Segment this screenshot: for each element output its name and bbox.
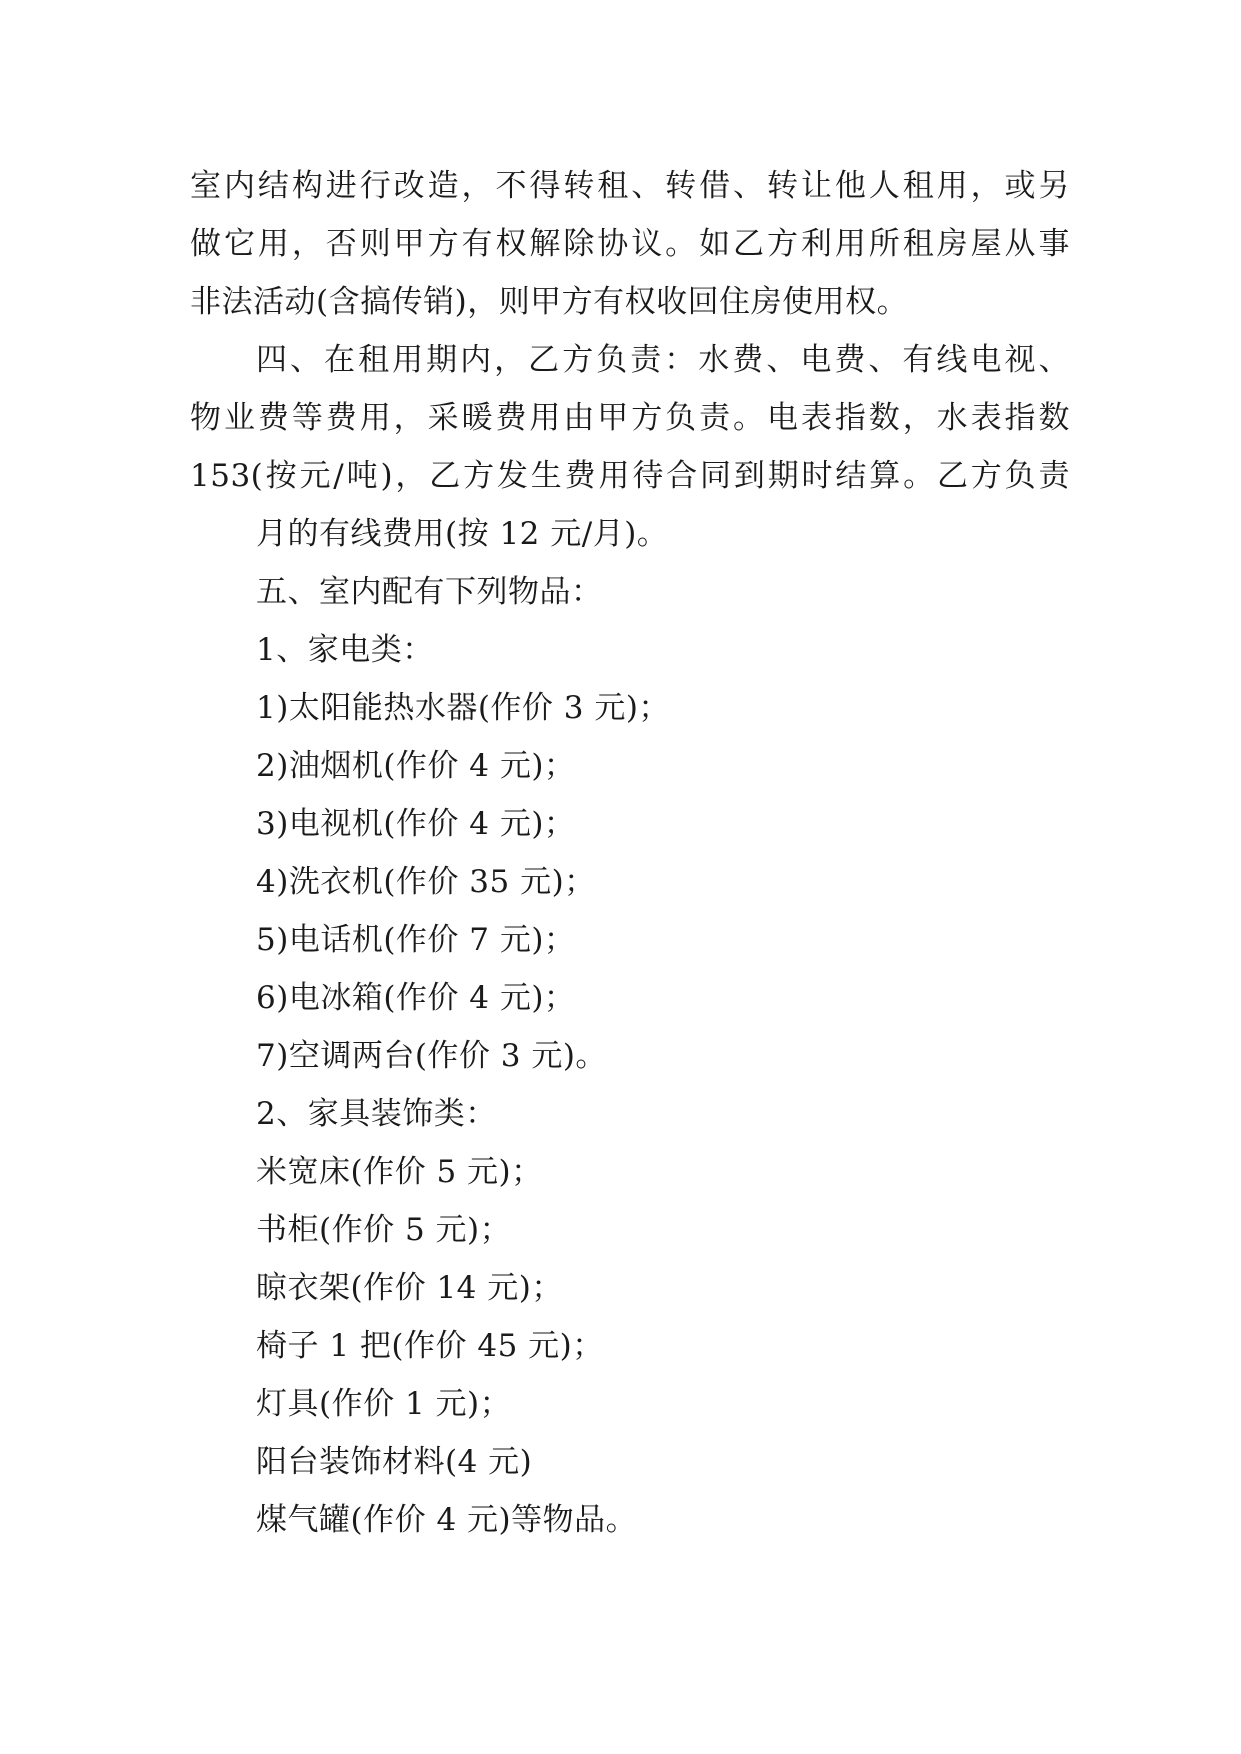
appliance-item: 7)空调两台(作价 3 元)。 (256, 1038, 607, 1074)
clause-four-line-2: 物业费等费用，采暖费用由甲方负责。电表指数，水表指数 (190, 400, 1070, 436)
clause-five-heading: 五、室内配有下列物品： (256, 574, 603, 610)
furniture-item: 米宽床(作价 5 元)； (256, 1154, 543, 1190)
furniture-item: 灯具(作价 1 元)； (256, 1386, 512, 1422)
appliances-heading: 1、家电类： (256, 632, 434, 668)
appliance-item: 6)电冰箱(作价 4 元)； (256, 980, 576, 1016)
paragraph-line-2: 做它用，否则甲方有权解除协议。如乙方利用所租房屋从事 (190, 226, 1070, 262)
appliance-item: 3)电视机(作价 4 元)； (256, 806, 576, 842)
furniture-item: 书柜(作价 5 元)； (256, 1212, 512, 1248)
furniture-item: 晾衣架(作价 14 元)； (256, 1270, 563, 1306)
furniture-heading: 2、家具装饰类： (256, 1096, 497, 1132)
paragraph-line-1: 室内结构进行改造，不得转租、转借、转让他人租用，或另 (190, 168, 1070, 204)
clause-four-line-3: 153(按元/吨)，乙方发生费用待合同到期时结算。乙方负责 (190, 458, 1070, 494)
clause-four-line-4: 月的有线费用(按 12 元/月)。 (256, 516, 669, 552)
appliance-item: 4)洗衣机(作价 35 元)； (256, 864, 596, 900)
furniture-item: 椅子 1 把(作价 45 元)； (256, 1328, 604, 1364)
paragraph-line-3: 非法活动(含搞传销)，则甲方有权收回住房使用权。 (190, 284, 909, 320)
appliance-item: 2)油烟机(作价 4 元)； (256, 748, 576, 784)
appliance-item: 5)电话机(作价 7 元)； (256, 922, 576, 958)
clause-four-line-1: 四、在租用期内，乙方负责：水费、电费、有线电视、 (256, 342, 1070, 378)
appliance-item: 1)太阳能热水器(作价 3 元)； (256, 690, 670, 726)
furniture-item: 阳台装饰材料(4 元) (256, 1444, 533, 1480)
furniture-item: 煤气罐(作价 4 元)等物品。 (256, 1502, 638, 1538)
